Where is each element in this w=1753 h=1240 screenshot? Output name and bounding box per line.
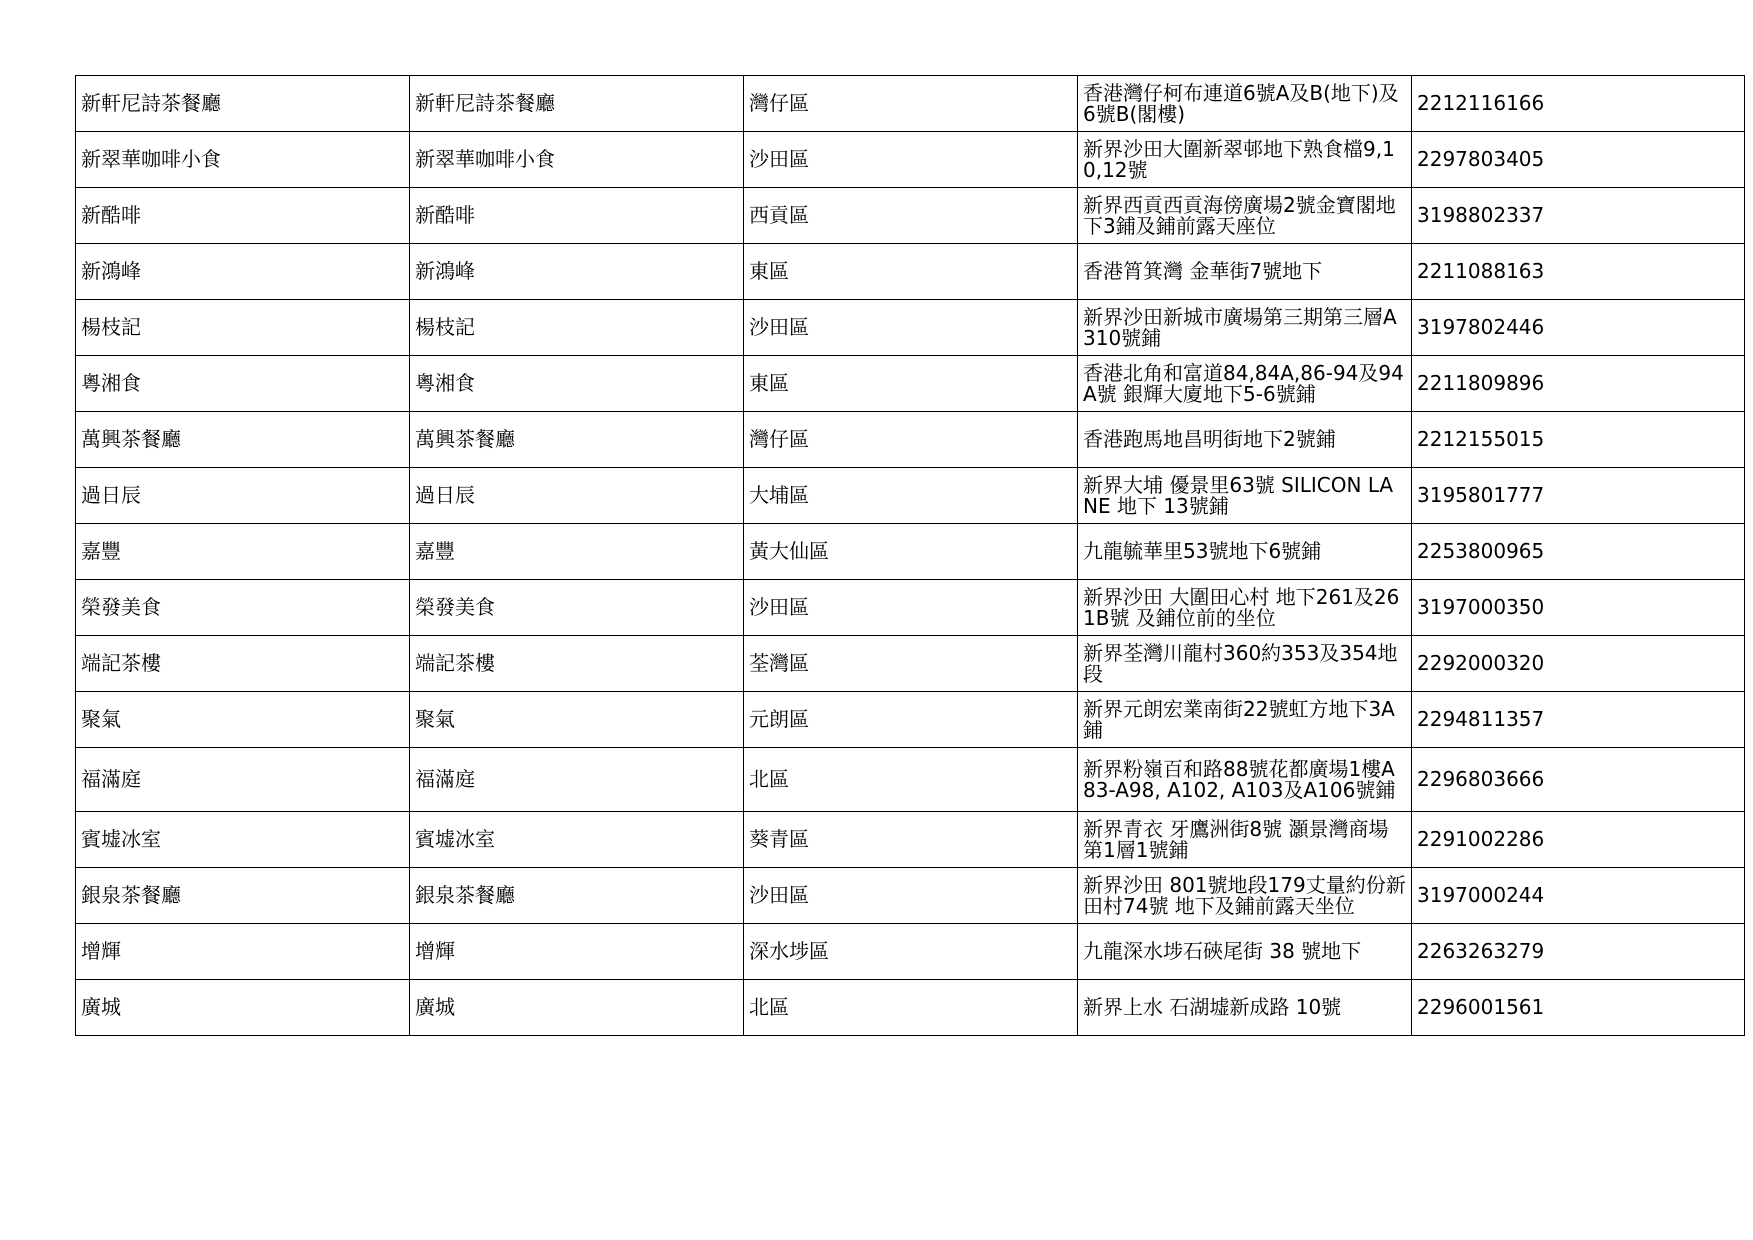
restaurant-name-repeat-cell: 粵湘食 xyxy=(410,356,744,412)
phone-cell: 2296001561 xyxy=(1412,980,1745,1036)
address-cell: 香港筲箕灣 金華街7號地下 xyxy=(1078,244,1412,300)
table-row xyxy=(76,132,1745,188)
restaurant-name-cell: 賓墟冰室 xyxy=(76,812,410,868)
table-row xyxy=(76,692,1745,748)
address-cell: 新界沙田 801號地段179丈量約份新田村74號 地下及鋪前露天坐位 xyxy=(1078,868,1412,924)
restaurant-name-repeat-cell: 楊枝記 xyxy=(410,300,744,356)
table-row xyxy=(76,636,1745,692)
address-cell: 新界沙田 大圍田心村 地下261及261B號 及鋪位前的坐位 xyxy=(1078,580,1412,636)
district-cell: 沙田區 xyxy=(744,132,1078,188)
restaurant-name-repeat-cell: 賓墟冰室 xyxy=(410,812,744,868)
address-cell: 新界荃灣川龍村360約353及354地段 xyxy=(1078,636,1412,692)
restaurant-name-repeat-cell: 新鴻峰 xyxy=(410,244,744,300)
phone-cell: 2211088163 xyxy=(1412,244,1745,300)
phone-cell: 2263263279 xyxy=(1412,924,1745,980)
table-row xyxy=(76,812,1745,868)
restaurant-name-cell: 新翠華咖啡小食 xyxy=(76,132,410,188)
phone-cell: 2296803666 xyxy=(1412,748,1745,812)
table-row xyxy=(76,580,1745,636)
phone-cell: 3197802446 xyxy=(1412,300,1745,356)
address-cell: 香港北角和富道84,84A,86-94及94A號 銀輝大廈地下5-6號鋪 xyxy=(1078,356,1412,412)
district-cell: 北區 xyxy=(744,980,1078,1036)
table-row xyxy=(76,924,1745,980)
phone-cell: 3197000244 xyxy=(1412,868,1745,924)
restaurant-name-repeat-cell: 銀泉茶餐廳 xyxy=(410,868,744,924)
restaurant-name-cell: 過日辰 xyxy=(76,468,410,524)
restaurant-name-cell: 銀泉茶餐廳 xyxy=(76,868,410,924)
restaurant-name-cell: 萬興茶餐廳 xyxy=(76,412,410,468)
phone-cell: 2212116166 xyxy=(1412,76,1745,132)
address-cell: 香港跑馬地昌明街地下2號鋪 xyxy=(1078,412,1412,468)
phone-cell: 3198802337 xyxy=(1412,188,1745,244)
phone-cell: 3195801777 xyxy=(1412,468,1745,524)
restaurant-name-cell: 粵湘食 xyxy=(76,356,410,412)
address-cell: 新界青衣 牙鷹洲街8號 灝景灣商場第1層1號鋪 xyxy=(1078,812,1412,868)
restaurant-name-repeat-cell: 新酷啡 xyxy=(410,188,744,244)
district-cell: 東區 xyxy=(744,356,1078,412)
restaurant-name-repeat-cell: 榮發美食 xyxy=(410,580,744,636)
restaurant-name-repeat-cell: 萬興茶餐廳 xyxy=(410,412,744,468)
table-row xyxy=(76,356,1745,412)
restaurant-name-cell: 嘉豐 xyxy=(76,524,410,580)
address-cell: 香港灣仔柯布連道6號A及B(地下)及6號B(閣樓) xyxy=(1078,76,1412,132)
table-row xyxy=(76,868,1745,924)
restaurant-name-cell: 新軒尼詩茶餐廳 xyxy=(76,76,410,132)
address-cell: 新界元朗宏業南街22號虹方地下3A鋪 xyxy=(1078,692,1412,748)
restaurant-name-cell: 福滿庭 xyxy=(76,748,410,812)
restaurant-name-repeat-cell: 福滿庭 xyxy=(410,748,744,812)
restaurant-table xyxy=(75,75,1745,1036)
district-cell: 深水埗區 xyxy=(744,924,1078,980)
phone-cell: 2291002286 xyxy=(1412,812,1745,868)
restaurant-name-cell: 新鴻峰 xyxy=(76,244,410,300)
restaurant-name-repeat-cell: 嘉豐 xyxy=(410,524,744,580)
district-cell: 黃大仙區 xyxy=(744,524,1078,580)
restaurant-name-cell: 榮發美食 xyxy=(76,580,410,636)
restaurant-name-cell: 聚氣 xyxy=(76,692,410,748)
phone-cell: 2297803405 xyxy=(1412,132,1745,188)
district-cell: 葵青區 xyxy=(744,812,1078,868)
restaurant-name-cell: 端記茶樓 xyxy=(76,636,410,692)
restaurant-name-cell: 新酷啡 xyxy=(76,188,410,244)
phone-cell: 2211809896 xyxy=(1412,356,1745,412)
table-row xyxy=(76,748,1745,812)
district-cell: 北區 xyxy=(744,748,1078,812)
district-cell: 沙田區 xyxy=(744,580,1078,636)
restaurant-name-cell: 楊枝記 xyxy=(76,300,410,356)
district-cell: 荃灣區 xyxy=(744,636,1078,692)
restaurant-name-repeat-cell: 廣城 xyxy=(410,980,744,1036)
district-cell: 沙田區 xyxy=(744,300,1078,356)
district-cell: 西貢區 xyxy=(744,188,1078,244)
phone-cell: 2294811357 xyxy=(1412,692,1745,748)
district-cell: 大埔區 xyxy=(744,468,1078,524)
table-row xyxy=(76,244,1745,300)
district-cell: 沙田區 xyxy=(744,868,1078,924)
phone-cell: 2292000320 xyxy=(1412,636,1745,692)
table-row xyxy=(76,980,1745,1036)
district-cell: 東區 xyxy=(744,244,1078,300)
phone-cell: 3197000350 xyxy=(1412,580,1745,636)
address-cell: 新界粉嶺百和路88號花都廣場1樓A83-A98, A102, A103及A106號鋪 xyxy=(1078,748,1412,812)
district-cell: 灣仔區 xyxy=(744,76,1078,132)
table-row xyxy=(76,188,1745,244)
restaurant-name-cell: 增輝 xyxy=(76,924,410,980)
address-cell: 新界大埔 優景里63號 SILICON LANE 地下 13號鋪 xyxy=(1078,468,1412,524)
restaurant-name-repeat-cell: 過日辰 xyxy=(410,468,744,524)
table-row xyxy=(76,76,1745,132)
address-cell: 九龍毓華里53號地下6號鋪 xyxy=(1078,524,1412,580)
phone-cell: 2253800965 xyxy=(1412,524,1745,580)
address-cell: 九龍深水埗石硤尾街 38 號地下 xyxy=(1078,924,1412,980)
restaurant-name-repeat-cell: 新翠華咖啡小食 xyxy=(410,132,744,188)
district-cell: 元朗區 xyxy=(744,692,1078,748)
restaurant-name-repeat-cell: 增輝 xyxy=(410,924,744,980)
table-row xyxy=(76,300,1745,356)
address-cell: 新界沙田新城市廣場第三期第三層A310號鋪 xyxy=(1078,300,1412,356)
restaurant-name-repeat-cell: 端記茶樓 xyxy=(410,636,744,692)
district-cell: 灣仔區 xyxy=(744,412,1078,468)
phone-cell: 2212155015 xyxy=(1412,412,1745,468)
restaurant-name-repeat-cell: 聚氣 xyxy=(410,692,744,748)
table-row xyxy=(76,524,1745,580)
address-cell: 新界西貢西貢海傍廣場2號金寶閣地下3鋪及鋪前露天座位 xyxy=(1078,188,1412,244)
restaurant-name-repeat-cell: 新軒尼詩茶餐廳 xyxy=(410,76,744,132)
table-body xyxy=(76,76,1745,1036)
table-row xyxy=(76,468,1745,524)
table-row xyxy=(76,412,1745,468)
address-cell: 新界沙田大圍新翠邨地下熟食檔9,10,12號 xyxy=(1078,132,1412,188)
restaurant-name-cell: 廣城 xyxy=(76,980,410,1036)
address-cell: 新界上水 石湖墟新成路 10號 xyxy=(1078,980,1412,1036)
